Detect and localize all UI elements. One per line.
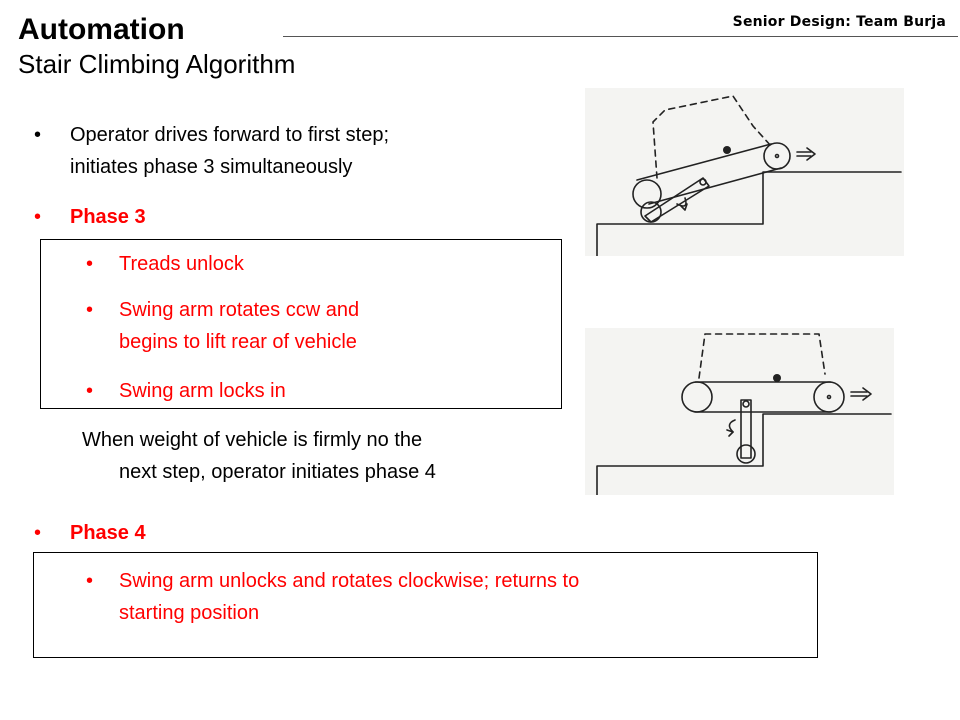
bullet-marker: • [34,124,42,146]
phase3-item-3-line1: Swing arm locks in [119,380,286,402]
bullet-marker: • [86,253,94,275]
phase3-heading: Phase 3 [70,206,146,228]
team-label: Senior Design: Team Burja [732,14,946,30]
bullet-operator-line1: Operator drives forward to first step; [70,124,390,146]
phase3-item-2-line2: begins to lift rear of vehicle [119,331,357,353]
slide-subtitle: Stair Climbing Algorithm [18,49,296,79]
phase3-item-1-line1: Treads unlock [119,253,244,275]
bullet-marker: • [86,299,94,321]
sketch-phase3 [585,88,904,256]
note-line1: When weight of vehicle is firmly no the [82,429,423,451]
phase4-item-line1: Swing arm unlocks and rotates clockwise; returns to [119,570,580,592]
bullet-operator-line2: initiates phase 3 simultaneously [70,156,353,178]
header-divider [283,36,958,37]
phase3-item-2-line1: Swing arm rotates ccw and [119,299,360,321]
sketch-phase3-lifted [585,328,894,495]
phase4-item-line2: starting position [119,602,260,624]
slide-title: Automation [18,13,185,46]
sketch-phase3-lifted-drawing [585,328,894,495]
bullet-marker: • [34,206,42,228]
bullet-marker: • [86,570,94,592]
phase4-heading: Phase 4 [70,522,146,544]
sketch-phase3-drawing [585,88,904,256]
note-line2: next step, operator initiates phase 4 [119,461,436,483]
bullet-marker: • [34,522,42,544]
bullet-marker: • [86,380,94,402]
